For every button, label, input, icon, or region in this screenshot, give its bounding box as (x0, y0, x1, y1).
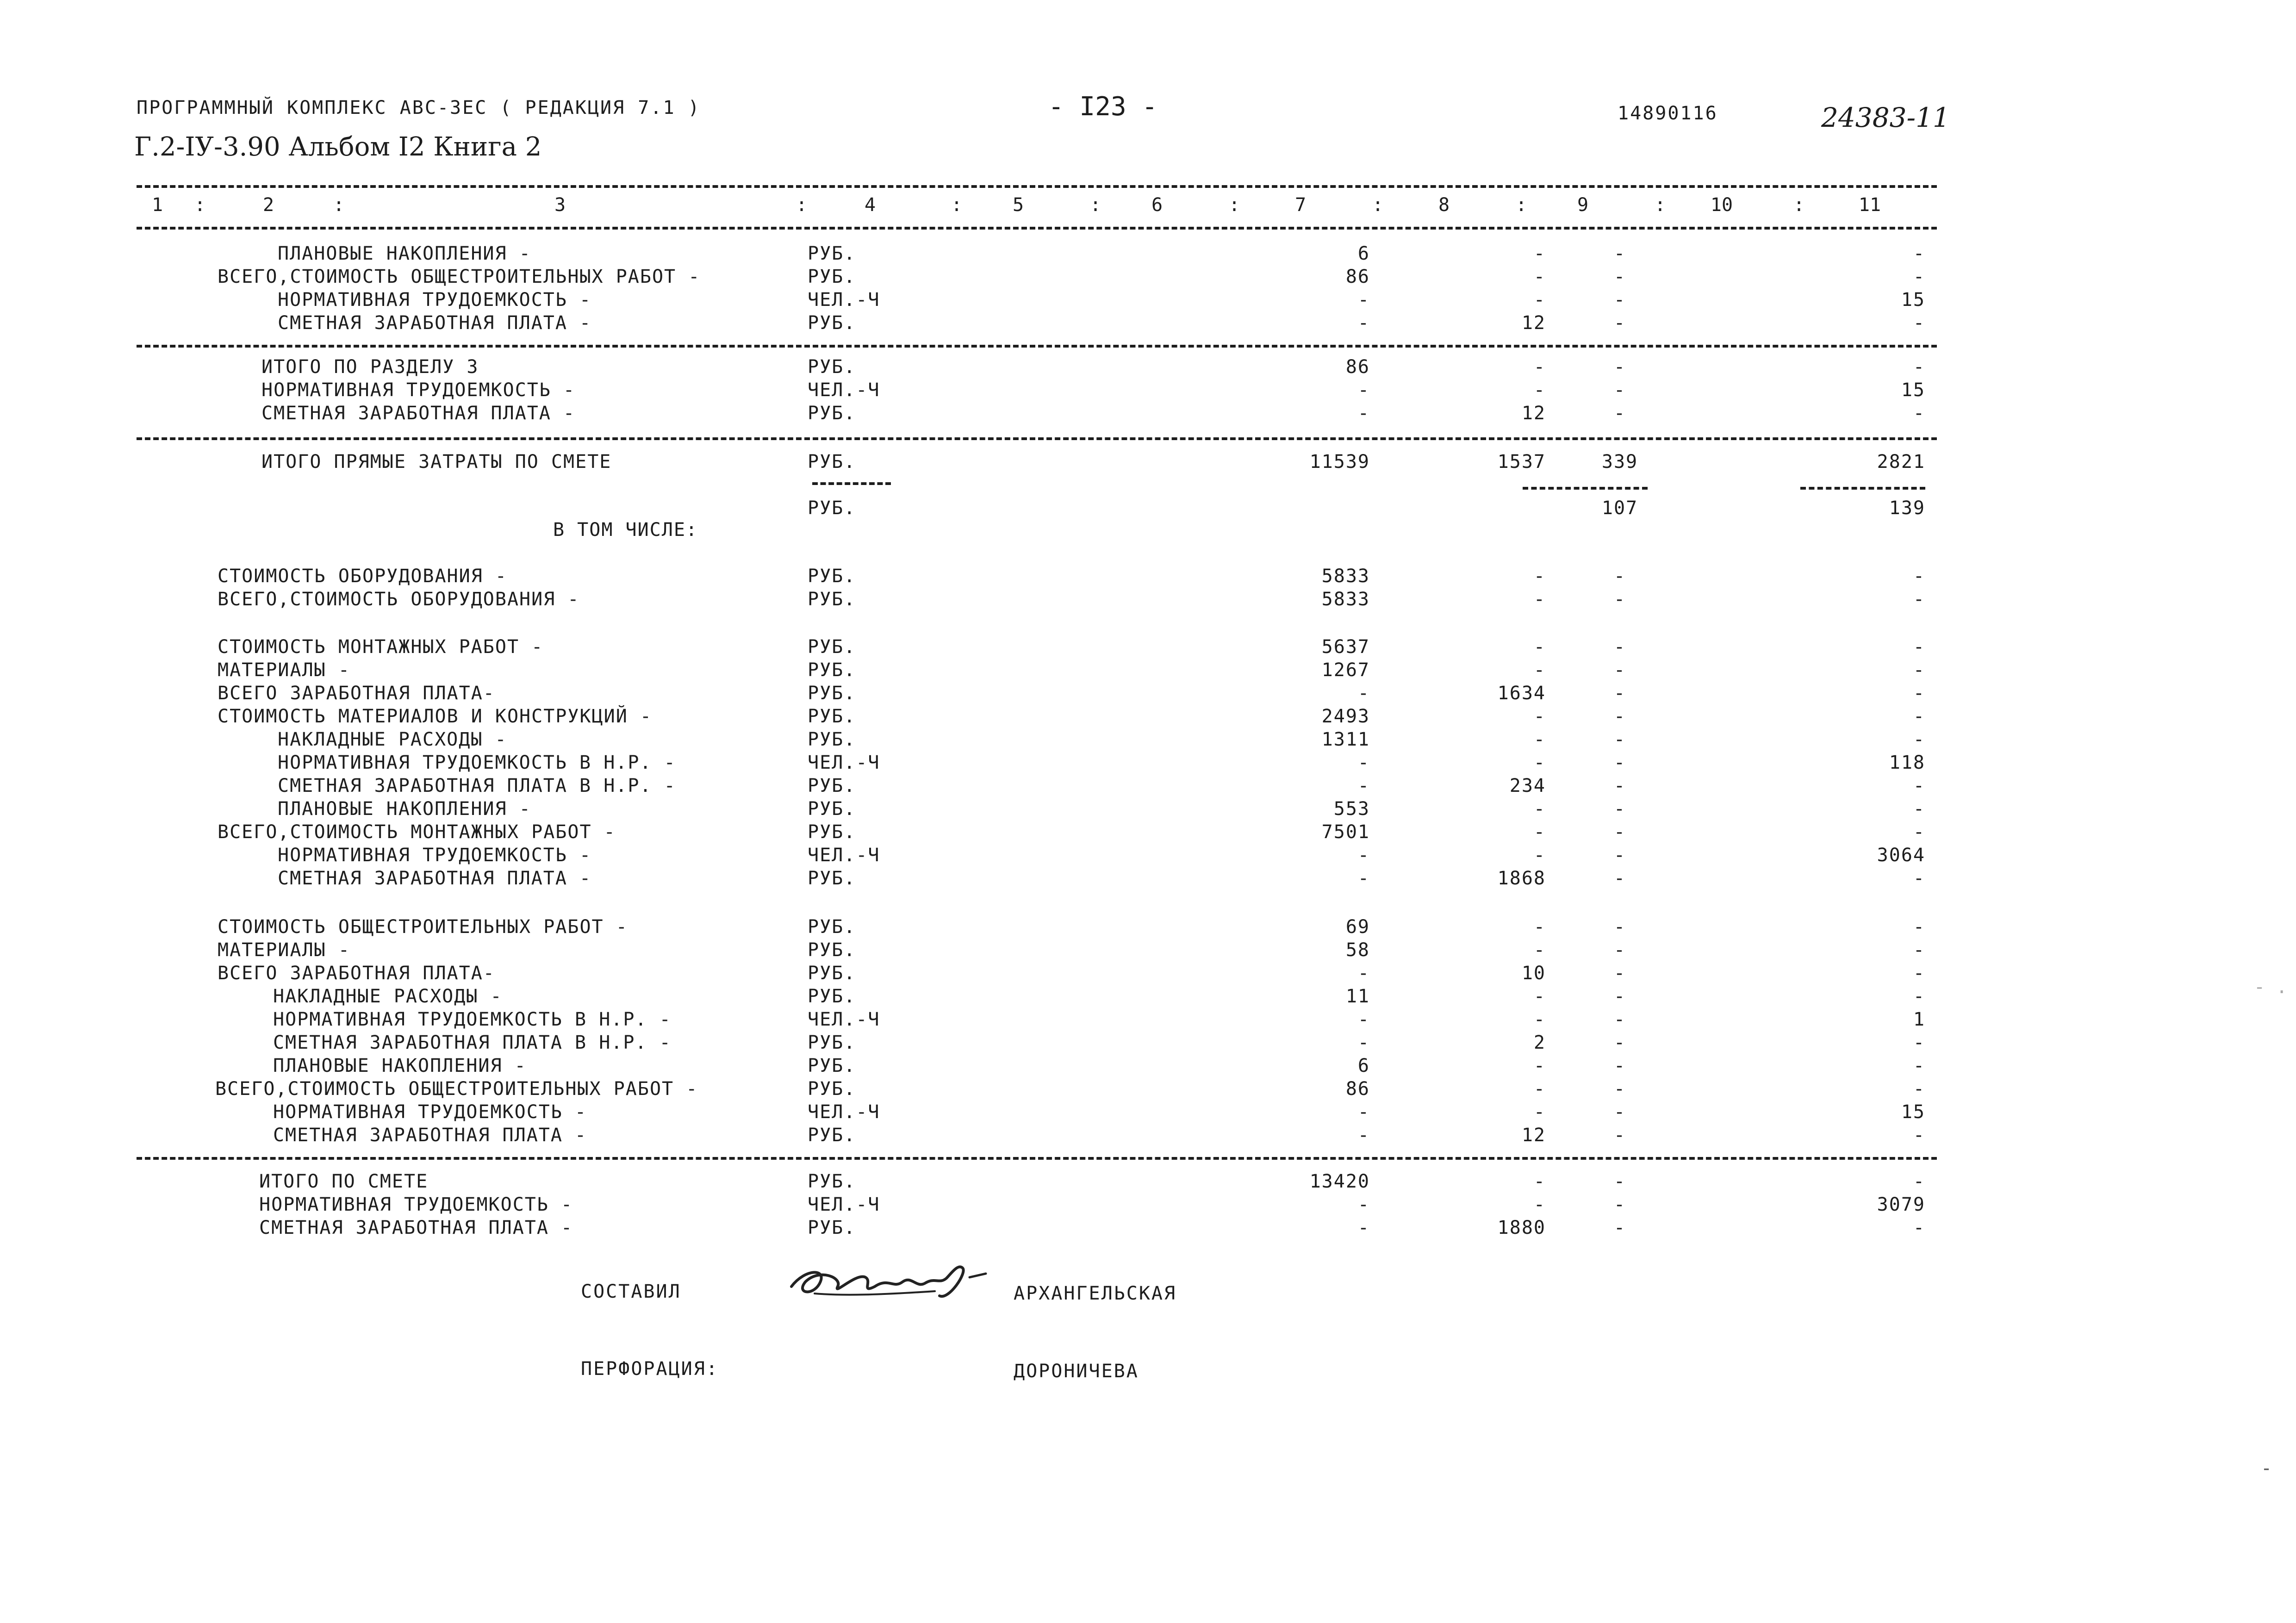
column-number-5: 5 (1012, 194, 1024, 216)
cell-col7: - (1357, 1194, 1370, 1215)
row-label: НОРМАТИВНАЯ ТРУДОЕМКОСТЬ В Н.Р. - (273, 1009, 672, 1030)
row-label: СТОИМОСТЬ МАТЕРИАЛОВ И КОНСТРУКЦИЙ - (218, 706, 652, 727)
cell-col8: 1537 (1497, 451, 1546, 473)
cell-col7: - (1357, 752, 1370, 773)
program-title: ПРОГРАММНЫЙ КОМПЛЕКС АВС-3ЕС ( РЕДАКЦИЯ 7.1 ) (137, 97, 701, 118)
column-separator: : (194, 194, 206, 216)
cell-col9: - (1613, 706, 1626, 727)
cell-col7: - (1357, 312, 1370, 334)
page-number: - I23 - (1048, 92, 1158, 122)
row-label: СМЕТНАЯ ЗАРАБОТНАЯ ПЛАТА - (278, 312, 592, 334)
row-unit: РУБ. (808, 497, 856, 519)
cell-col8: - (1533, 266, 1546, 287)
cell-col11: 118 (1889, 752, 1925, 773)
cell-col9: - (1613, 821, 1626, 843)
cell-col8: - (1533, 845, 1546, 866)
section-rule (137, 345, 1937, 348)
cell-col11: 2821 (1877, 451, 1925, 473)
cell-col8: - (1533, 243, 1546, 264)
cell-col8: - (1533, 706, 1546, 727)
cell-col11: - (1913, 1055, 1925, 1076)
cell-col8: - (1533, 1055, 1546, 1076)
cell-col11: - (1913, 683, 1925, 704)
cell-col11: - (1913, 589, 1925, 610)
cell-col8: - (1533, 289, 1546, 311)
section-rule (137, 1157, 1937, 1160)
cell-col9: - (1613, 1009, 1626, 1030)
cell-col9: 107 (1601, 497, 1638, 519)
margin-mark: - . (2254, 976, 2288, 998)
row-unit: РУБ. (808, 1217, 856, 1238)
row-unit: РУБ. (808, 868, 856, 889)
row-label: ПЛАНОВЫЕ НАКОПЛЕНИЯ - (278, 243, 531, 264)
row-unit: РУБ. (808, 916, 856, 938)
row-unit: РУБ. (808, 821, 856, 843)
cell-col11: 1 (1913, 1009, 1925, 1030)
row-label: СМЕТНАЯ ЗАРАБОТНАЯ ПЛАТА - (259, 1217, 573, 1238)
row-label: СМЕТНАЯ ЗАРАБОТНАЯ ПЛАТА - (278, 868, 592, 889)
row-label: ВСЕГО,СТОИМОСТЬ ОБЩЕСТРОИТЕЛЬНЫХ РАБОТ - (215, 1078, 698, 1100)
cell-col9: - (1613, 683, 1626, 704)
cell-col9: - (1613, 963, 1626, 984)
cell-col11: - (1913, 403, 1925, 424)
cell-col7: - (1357, 1032, 1370, 1053)
cell-col11: - (1913, 798, 1925, 820)
cell-col7: - (1357, 1101, 1370, 1123)
column-number-9: 9 (1577, 194, 1589, 216)
header-bottom-rule (137, 227, 1937, 230)
row-unit: РУБ. (808, 1125, 856, 1146)
row-label: СМЕТНАЯ ЗАРАБОТНАЯ ПЛАТА В Н.Р. - (278, 775, 676, 796)
row-unit: РУБ. (808, 636, 856, 658)
cell-col8: 1868 (1497, 868, 1546, 889)
cell-col8: - (1533, 821, 1546, 843)
row-unit: РУБ. (808, 939, 856, 961)
cell-col7: - (1357, 1009, 1370, 1030)
row-unit: ЧЕЛ.-Ч (808, 1194, 880, 1215)
cell-col7: - (1357, 1125, 1370, 1146)
cell-col7: - (1357, 1217, 1370, 1238)
cell-col9: - (1613, 752, 1626, 773)
cell-col9: - (1613, 729, 1626, 750)
row-unit: ЧЕЛ.-Ч (808, 379, 880, 401)
cell-col8: - (1533, 986, 1546, 1007)
cell-col11: 15 (1901, 289, 1925, 311)
compiled-label: СОСТАВИЛ (581, 1281, 681, 1302)
cell-col9: - (1613, 798, 1626, 820)
row-unit: ЧЕЛ.-Ч (808, 845, 880, 866)
column-separator: : (951, 194, 963, 216)
cell-col9: - (1613, 289, 1626, 311)
cell-col8: - (1533, 379, 1546, 401)
column-number-4: 4 (864, 194, 876, 216)
cell-col9: - (1613, 1171, 1626, 1192)
cell-col11: - (1913, 243, 1925, 264)
column-separator: : (1793, 194, 1805, 216)
cell-col11: - (1913, 1032, 1925, 1053)
cell-col8: - (1533, 752, 1546, 773)
cell-col7: 86 (1345, 266, 1370, 287)
cell-col8: - (1533, 566, 1546, 587)
row-unit: РУБ. (808, 729, 856, 750)
row-label: ВСЕГО,СТОИМОСТЬ МОНТАЖНЫХ РАБОТ - (218, 821, 616, 843)
row-unit: РУБ. (808, 451, 856, 473)
row-unit: РУБ. (808, 243, 856, 264)
fraction-line-col9 (1523, 487, 1648, 490)
cell-col9: - (1613, 403, 1626, 424)
cell-col11: 139 (1889, 497, 1925, 519)
row-label: ВСЕГО,СТОИМОСТЬ ОБЩЕСТРОИТЕЛЬНЫХ РАБОТ - (218, 266, 701, 287)
cell-col7: 5637 (1321, 636, 1370, 658)
cell-col8: - (1533, 798, 1546, 820)
cell-col7: 1311 (1321, 729, 1370, 750)
cell-col8: - (1533, 916, 1546, 938)
cell-col9: - (1613, 659, 1626, 681)
row-unit: РУБ. (808, 312, 856, 334)
column-number-6: 6 (1151, 194, 1163, 216)
cell-col11: - (1913, 916, 1925, 938)
column-number-2: 2 (262, 194, 274, 216)
row-unit: РУБ. (808, 589, 856, 610)
cell-col9: - (1613, 1055, 1626, 1076)
row-unit: РУБ. (808, 986, 856, 1007)
cell-col7: 13420 (1309, 1171, 1370, 1192)
cell-col11: 3079 (1877, 1194, 1925, 1215)
row-label: НОРМАТИВНАЯ ТРУДОЕМКОСТЬ - (261, 379, 576, 401)
row-label: НАКЛАДНЫЕ РАСХОДЫ - (278, 729, 507, 750)
row-label: НОРМАТИВНАЯ ТРУДОЕМКОСТЬ В Н.Р. - (278, 752, 676, 773)
row-unit: РУБ. (808, 659, 856, 681)
cell-col7: 1267 (1321, 659, 1370, 681)
cell-col9: - (1613, 1194, 1626, 1215)
cell-col11: - (1913, 1171, 1925, 1192)
row-label: ИТОГО ПРЯМЫЕ ЗАТРАТЫ ПО СМЕТЕ (261, 451, 612, 473)
cell-col8: - (1533, 729, 1546, 750)
row-label: СМЕТНАЯ ЗАРАБОТНАЯ ПЛАТА - (261, 403, 576, 424)
cell-col9: - (1613, 986, 1626, 1007)
cell-col7: - (1357, 963, 1370, 984)
signature-image (787, 1250, 990, 1310)
row-label: СТОИМОСТЬ ОБЩЕСТРОИТЕЛЬНЫХ РАБОТ - (218, 916, 628, 938)
cell-col9: - (1613, 868, 1626, 889)
row-unit: РУБ. (808, 1171, 856, 1192)
cell-col11: - (1913, 566, 1925, 587)
section-rule (137, 437, 1937, 440)
cell-col9: - (1613, 1078, 1626, 1100)
row-label: МАТЕРИАЛЫ - (218, 659, 350, 681)
cell-col9: - (1613, 266, 1626, 287)
row-unit: РУБ. (808, 1032, 856, 1053)
cell-col9: - (1613, 379, 1626, 401)
cell-col9: - (1613, 916, 1626, 938)
cell-col9: 339 (1601, 451, 1638, 473)
cell-col9: - (1613, 1217, 1626, 1238)
cell-col7: 11539 (1309, 451, 1370, 473)
cell-col11: - (1913, 706, 1925, 727)
cell-col9: - (1613, 1032, 1626, 1053)
cell-col7: - (1357, 868, 1370, 889)
cell-col7: 58 (1345, 939, 1370, 961)
row-label: СМЕТНАЯ ЗАРАБОТНАЯ ПЛАТА - (273, 1125, 587, 1146)
cell-col8: 1634 (1497, 683, 1546, 704)
column-separator: : (333, 194, 345, 216)
cell-col11: - (1913, 1125, 1925, 1146)
header-top-rule (137, 185, 1937, 188)
cell-col9: - (1613, 243, 1626, 264)
row-unit: РУБ. (808, 1055, 856, 1076)
cell-col11: - (1913, 775, 1925, 796)
row-unit: РУБ. (808, 1078, 856, 1100)
cell-col11: - (1913, 636, 1925, 658)
row-unit: РУБ. (808, 683, 856, 704)
cell-col11: - (1913, 868, 1925, 889)
column-separator: : (1090, 194, 1101, 216)
row-label: ИТОГО ПО РАЗДЕЛУ 3 (261, 356, 479, 378)
cell-col7: 553 (1333, 798, 1370, 820)
cell-col8: - (1533, 939, 1546, 961)
cell-col11: 15 (1901, 1101, 1925, 1123)
cell-col7: - (1357, 289, 1370, 311)
cell-col8: - (1533, 1009, 1546, 1030)
row-unit: ЧЕЛ.-Ч (808, 1009, 880, 1030)
column-number-11: 11 (1858, 194, 1881, 216)
cell-col8: - (1533, 589, 1546, 610)
cell-col11: 15 (1901, 379, 1925, 401)
row-label: ПЛАНОВЫЕ НАКОПЛЕНИЯ - (278, 798, 531, 820)
album-title: Г.2-IУ-3.90 Альбом I2 Книга 2 (134, 132, 542, 162)
cell-col7: 7501 (1321, 821, 1370, 843)
cell-col8: 12 (1521, 1125, 1546, 1146)
cell-col11: - (1913, 986, 1925, 1007)
row-label: ПЛАНОВЫЕ НАКОПЛЕНИЯ - (273, 1055, 527, 1076)
cell-col8: - (1533, 1078, 1546, 1100)
cell-col8: 12 (1521, 312, 1546, 334)
cell-col8: - (1533, 1101, 1546, 1123)
cell-col11: - (1913, 1078, 1925, 1100)
cell-col9: - (1613, 356, 1626, 378)
cell-col8: - (1533, 1171, 1546, 1192)
cell-col11: - (1913, 659, 1925, 681)
row-label: НОРМАТИВНАЯ ТРУДОЕМКОСТЬ - (259, 1194, 573, 1215)
cell-col8: - (1533, 356, 1546, 378)
cell-col11: - (1913, 939, 1925, 961)
row-unit: РУБ. (808, 963, 856, 984)
column-separator: : (1516, 194, 1527, 216)
handwritten-number: 24383-11 (1821, 102, 1950, 133)
cell-col7: 6 (1357, 1055, 1370, 1076)
column-number-7: 7 (1294, 194, 1307, 216)
cell-col7: 86 (1345, 356, 1370, 378)
cell-col11: - (1913, 821, 1925, 843)
cell-col9: - (1613, 1101, 1626, 1123)
cell-col9: - (1613, 775, 1626, 796)
cell-col11: 3064 (1877, 845, 1925, 866)
cell-col11: - (1913, 963, 1925, 984)
cell-col11: - (1913, 729, 1925, 750)
cell-col7: - (1357, 683, 1370, 704)
row-unit: РУБ. (808, 566, 856, 587)
row-unit: ЧЕЛ.-Ч (808, 752, 880, 773)
column-number-3: 3 (554, 194, 566, 216)
cell-col7: 2493 (1321, 706, 1370, 727)
cell-col8: 1880 (1497, 1217, 1546, 1238)
cell-col7: 69 (1345, 916, 1370, 938)
row-label: МАТЕРИАЛЫ - (218, 939, 350, 961)
cell-col8: 12 (1521, 403, 1546, 424)
cell-col8: - (1533, 1194, 1546, 1215)
column-separator: : (1655, 194, 1666, 216)
row-unit: ЧЕЛ.-Ч (808, 1101, 880, 1123)
cell-col8: - (1533, 659, 1546, 681)
row-label: ВСЕГО ЗАРАБОТНАЯ ПЛАТА- (218, 963, 495, 984)
row-unit: РУБ. (808, 403, 856, 424)
cell-col7: 5833 (1321, 589, 1370, 610)
cell-col8: 10 (1521, 963, 1546, 984)
row-label: СМЕТНАЯ ЗАРАБОТНАЯ ПЛАТА В Н.Р. - (273, 1032, 672, 1053)
cell-col8: 234 (1509, 775, 1546, 796)
row-unit: РУБ. (808, 356, 856, 378)
margin-mark: - (2261, 1458, 2272, 1479)
column-number-8: 8 (1438, 194, 1450, 216)
cell-col9: - (1613, 312, 1626, 334)
row-unit: РУБ. (808, 266, 856, 287)
cell-col9: - (1613, 845, 1626, 866)
cell-col9: - (1613, 939, 1626, 961)
column-number-1: 1 (151, 194, 163, 216)
cell-col7: - (1357, 379, 1370, 401)
cell-col9: - (1613, 589, 1626, 610)
cell-col7: - (1357, 403, 1370, 424)
column-separator: : (1372, 194, 1384, 216)
column-separator: : (1229, 194, 1240, 216)
cell-col8: 2 (1533, 1032, 1546, 1053)
cell-col11: - (1913, 266, 1925, 287)
row-unit: РУБ. (808, 775, 856, 796)
cell-col7: - (1357, 775, 1370, 796)
cell-col9: - (1613, 1125, 1626, 1146)
fraction-line-col11 (1800, 487, 1925, 490)
column-separator: : (796, 194, 808, 216)
column-number-10: 10 (1710, 194, 1733, 216)
cell-col7: 5833 (1321, 566, 1370, 587)
perforation-label: ПЕРФОРАЦИЯ: (581, 1358, 719, 1380)
row-label: В ТОМ ЧИСЛЕ: (553, 519, 698, 541)
cell-col7: 11 (1345, 986, 1370, 1007)
row-label: НОРМАТИВНАЯ ТРУДОЕМКОСТЬ - (278, 845, 592, 866)
cell-col11: - (1913, 312, 1925, 334)
row-label: СТОИМОСТЬ ОБОРУДОВАНИЯ - (218, 566, 507, 587)
row-label: НАКЛАДНЫЕ РАСХОДЫ - (273, 986, 503, 1007)
cell-col7: 6 (1357, 243, 1370, 264)
cell-col9: - (1613, 566, 1626, 587)
cell-col9: - (1613, 636, 1626, 658)
unit-underline (812, 482, 891, 485)
row-label: ВСЕГО,СТОИМОСТЬ ОБОРУДОВАНИЯ - (218, 589, 580, 610)
compiled-name: АРХАНГЕЛЬСКАЯ (1014, 1283, 1177, 1304)
row-label: СТОИМОСТЬ МОНТАЖНЫХ РАБОТ - (218, 636, 544, 658)
row-label: ВСЕГО ЗАРАБОТНАЯ ПЛАТА- (218, 683, 495, 704)
row-unit: РУБ. (808, 706, 856, 727)
row-unit: ЧЕЛ.-Ч (808, 289, 880, 311)
perforation-name: ДОРОНИЧЕВА (1014, 1361, 1139, 1382)
cell-col7: - (1357, 845, 1370, 866)
document-code: 14890116 (1618, 103, 1718, 124)
cell-col11: - (1913, 1217, 1925, 1238)
row-label: НОРМАТИВНАЯ ТРУДОЕМКОСТЬ - (273, 1101, 587, 1123)
row-label: НОРМАТИВНАЯ ТРУДОЕМКОСТЬ - (278, 289, 592, 311)
cell-col8: - (1533, 636, 1546, 658)
row-unit: РУБ. (808, 798, 856, 820)
cell-col11: - (1913, 356, 1925, 378)
row-label: ИТОГО ПО СМЕТЕ (259, 1171, 429, 1192)
cell-col7: 86 (1345, 1078, 1370, 1100)
